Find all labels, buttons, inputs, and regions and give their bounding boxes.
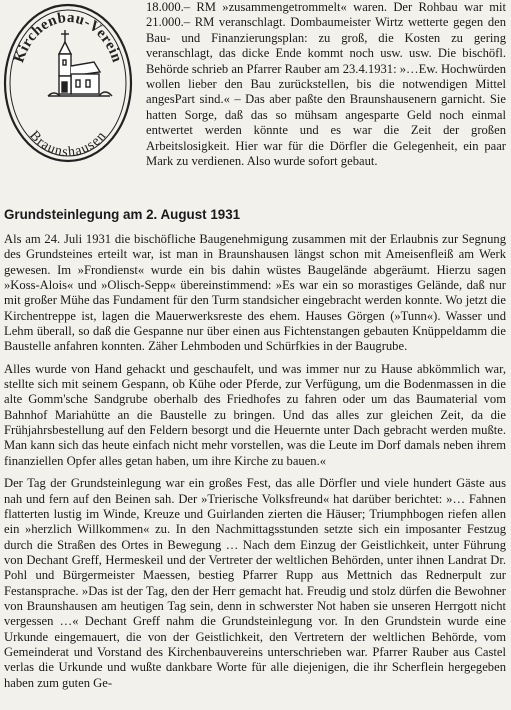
- paragraph: Als am 24. Juli 1931 die bischöfliche Baugenehmigung zusammen mit der Erlaubnis zur Segnung des Grundsteines erteilt war, ist man in Braunshausen längst schon mit Ameisenfleiß am Werk gewesen. Im »Frondienst« wurde ein bis dahin wüstes Baugelände abgeräumt. Hierzu sagen »Koss-Alois« und »Olisch-Sepp« übereinstimmend: »Es war ein so morastiges Gelände, daß nur mit großer Mühe das Fundament für den Turm standsicher eingebracht werden konnte. Wo jetzt die Kirchentreppe ist, lagen die Mauerwerksreste des ehem. Hauses Görgen (»Tunn«). Wasser und Lehm überall, so daß die Gespanne nur über einen aus Fichtenstangen gebauten Knüppeldamm die Baustelle anfahren konnten. Zäher Lehmboden und Schürfkies in der Baugrube.: [4, 232, 506, 354]
- paragraph: Alles wurde von Hand gehackt und geschaufelt, und was immer nur zu Hause abkömmlich war, stellte sich mit seinem Gespann, ob Kühe oder Pferde, zur Verfügung, um die Bodenmassen in die alte Gomm'sche Sandgrube oberhalb des Friedhofes zu fahren oder um das Baumaterial vom Bahnhof Mariahütte an die Baustelle zu bringen. Und das alles zur gleichen Zeit, da die Frühjahrsbestellung auf den Feldern besorgt und die Heuernte unter Dach gebracht werden mußte. Man kann sich das heute einfach nicht mehr vorstellen, was die Leute im Dorf damals neben ihrem finanziellen Opfer alles getan haben, um ihre Kirche zu bauen.«: [4, 361, 506, 468]
- seal-text-top: Kirchenbau-Verein: [11, 9, 125, 65]
- intro-paragraph: 18.000.– RM »zusammengetrommelt« waren. Der Rohbau war mit 21.000.– RM veranschlagt. Dombaumeister Wirtz wetterte gegen den Bau- und Finanzierungsplan: zu groß, die Kosten zu gering veranschlagt, das dicke Ende kommt noch usw. usw. Die bischöfl. Behörde schrieb an Pfarrer Rauber am 23.4.1931: »…Ew. Hochwürden wollen lieber den Bau zurückstellen, bis die notwendigen Mittel angesPart sind.« – Das aber paßte den Braunshausenern garnicht. Sie hatten Sorge, daß das so mühsam angesparte Geld noch einmal entwertet werden könnte und es war die Zeit der großen Arbeitslosigkeit. Hier war für die Dörfler die Gelegenheit, ein paar Mark zu verdienen. Also wurde sofort gebaut.: [146, 0, 506, 169]
- section-heading: Grundsteinlegung am 2. August 1931: [4, 207, 241, 222]
- kirchenbau-verein-seal-logo: [2, 2, 134, 164]
- seal-text-bottom: Braunshausen: [26, 128, 110, 161]
- paragraph: Der Tag der Grundsteinlegung war ein großes Fest, das alle Dörfler und viele hundert Gäste aus nah und fern auf den Beinen sah. Der »Trierische Volksfreund« hat darüber berichtet: »… Fahnen flatterten lustig im Winde, Kreuze und Guirlanden zierten die Häuser; Triumphbogen riefen allen ein »herzlich Willkommen« zu. In den Nachmittagsstunden setzte sich ein imposanter Festzug durch die Straßen des Ortes in Bewegung … Nach dem Einzug der Geistlichkeit, unter Führung von Dechant Greff, Hermeskeil und der Vertreter der weltlichen Behörden, unter ihnen Landrat Dr. Pohl und Bürgermeister Maessen, bestieg Pfarrer Rupp aus Mettnich das Rednerpult zur Festansprache. »Das ist der Tag, den der Herr gemacht hat. Freudig und stolz dürfen die Bewohner von Braunshausen am heutigen Tag sein, denn in schwerster Not haben sie unseren Herrgott nicht vergessen …« Dechant Greff nahm die Grundsteinlegung vor. In den Grundstein wurde eine Urkunde eingemauert, die von der Geistlichkeit, den Vertretern der weltlichen Behörde, vom Gemeinderat und Vorstand des Kirchenbauvereins unterschrieben war. Pfarrer Rauber aus Castel verlas die Urkunde und wußte dankbare Worte für alle diejenigen, die ihr Scherflein hergegeben haben zum guten Ge-: [4, 476, 506, 690]
- section-body: [4, 232, 506, 698]
- svg-text:Braunshausen: [26, 128, 110, 160]
